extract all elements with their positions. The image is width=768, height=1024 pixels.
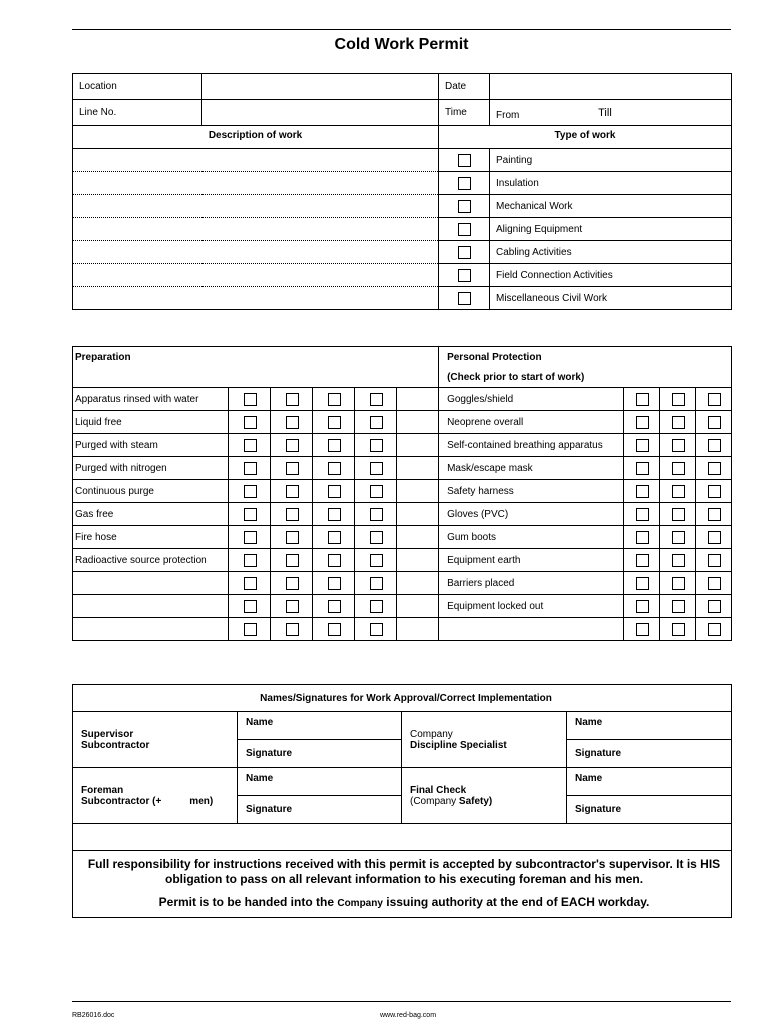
notice-line2-b: issuing authority at the end of EACH workday.: [386, 895, 650, 909]
final-check-signature-field[interactable]: Signature: [567, 796, 732, 824]
protection-checkbox[interactable]: [636, 554, 649, 567]
preparation-checkbox-cell: [355, 480, 397, 503]
preparation-checkbox-cell: [355, 572, 397, 595]
preparation-item: Liquid free: [73, 411, 229, 434]
preparation-heading-spacer: [73, 368, 439, 388]
type-checkbox-cell: [439, 218, 490, 241]
protection-checkbox-cell: [624, 526, 660, 549]
preparation-checkbox[interactable]: [370, 623, 383, 636]
painting-checkbox[interactable]: [458, 154, 471, 167]
preparation-checkbox[interactable]: [286, 600, 299, 613]
type-checkbox-cell: [439, 241, 490, 264]
protection-checkbox-cell: [696, 618, 732, 641]
preparation-checkbox[interactable]: [328, 485, 341, 498]
protection-item: Neoprene overall: [439, 411, 624, 434]
preparation-checkbox-cell: [355, 618, 397, 641]
preparation-item: [73, 595, 229, 618]
protection-checkbox[interactable]: [636, 485, 649, 498]
preparation-item: Continuous purge: [73, 480, 229, 503]
cabling-activities-checkbox[interactable]: [458, 246, 471, 259]
preparation-checkbox[interactable]: [244, 531, 257, 544]
time-field[interactable]: [490, 100, 732, 126]
protection-checkbox[interactable]: [672, 508, 685, 521]
protection-checkbox[interactable]: [672, 485, 685, 498]
protection-checkbox[interactable]: [708, 393, 721, 406]
preparation-checkbox[interactable]: [328, 508, 341, 521]
description-line[interactable]: [73, 195, 439, 218]
final-check-line1: Final Check: [410, 784, 467, 796]
preparation-checkbox-cell: [271, 503, 313, 526]
preparation-checkbox-cell: [229, 549, 271, 572]
preparation-checkbox[interactable]: [370, 508, 383, 521]
preparation-protection-table: [72, 346, 732, 641]
type-checkbox-cell: [439, 172, 490, 195]
preparation-checkbox[interactable]: [328, 439, 341, 452]
protection-checkbox[interactable]: [636, 439, 649, 452]
checklist-row: [73, 618, 732, 641]
preparation-checkbox-cell: [271, 526, 313, 549]
preparation-checkbox-cell: [313, 572, 355, 595]
foreman-line1: Foreman: [81, 784, 124, 796]
preparation-checkbox-cell: [355, 549, 397, 572]
protection-checkbox-cell: [696, 480, 732, 503]
protection-checkbox-cell: [624, 572, 660, 595]
preparation-checkbox[interactable]: [370, 577, 383, 590]
protection-checkbox-cell: [660, 526, 696, 549]
preparation-checkbox[interactable]: [370, 393, 383, 406]
checklist-row: [73, 480, 732, 503]
preparation-checkbox[interactable]: [244, 439, 257, 452]
preparation-item: Radioactive source protection: [73, 549, 229, 572]
supervisor-line2: Subcontractor: [81, 739, 150, 751]
protection-checkbox-cell: [624, 480, 660, 503]
date-field[interactable]: [490, 74, 732, 100]
checklist-row: [73, 526, 732, 549]
preparation-item: Purged with steam: [73, 434, 229, 457]
company-line2: Discipline Specialist: [410, 739, 507, 751]
preparation-checkbox-cell: [271, 618, 313, 641]
checklist-row: [73, 549, 732, 572]
protection-checkbox-cell: [660, 503, 696, 526]
doc-id: RB26016.doc: [72, 1012, 115, 1019]
preparation-item: [73, 618, 229, 641]
preparation-blank-cell: [397, 572, 439, 595]
preparation-checkbox[interactable]: [244, 462, 257, 475]
description-line[interactable]: [73, 218, 439, 241]
preparation-blank-cell: [397, 411, 439, 434]
work-details-table: [72, 73, 732, 310]
preparation-item: Fire hose: [73, 526, 229, 549]
protection-checkbox-cell: [660, 434, 696, 457]
preparation-checkbox[interactable]: [286, 554, 299, 567]
preparation-blank-cell: [397, 434, 439, 457]
protection-item: Gum boots: [439, 526, 624, 549]
preparation-blank-cell: [397, 388, 439, 411]
preparation-heading: Preparation: [73, 347, 439, 368]
foreman-line2: Subcontractor (+: [81, 795, 162, 807]
description-line[interactable]: [73, 287, 439, 310]
preparation-checkbox-cell: [229, 618, 271, 641]
preparation-checkbox-cell: [355, 411, 397, 434]
protection-subheading: (Check prior to start of work): [439, 368, 732, 388]
type-label: Field Connection Activities: [490, 264, 732, 287]
protection-checkbox-cell: [624, 595, 660, 618]
protection-checkbox-cell: [696, 549, 732, 572]
checklist-row: [73, 503, 732, 526]
date-label: Date: [439, 74, 490, 100]
protection-checkbox[interactable]: [708, 623, 721, 636]
preparation-checkbox-cell: [355, 434, 397, 457]
protection-checkbox-cell: [624, 457, 660, 480]
preparation-checkbox-cell: [229, 503, 271, 526]
protection-checkbox-cell: [696, 388, 732, 411]
preparation-blank-cell: [397, 595, 439, 618]
protection-checkbox-cell: [624, 503, 660, 526]
protection-checkbox-cell: [660, 595, 696, 618]
type-label: Cabling Activities: [490, 241, 732, 264]
protection-checkbox-cell: [660, 457, 696, 480]
preparation-checkbox-cell: [313, 388, 355, 411]
preparation-checkbox-cell: [229, 411, 271, 434]
protection-checkbox[interactable]: [672, 623, 685, 636]
protection-heading: Personal Protection: [439, 347, 732, 368]
preparation-checkbox[interactable]: [370, 554, 383, 567]
preparation-checkbox-cell: [229, 595, 271, 618]
protection-checkbox-cell: [696, 411, 732, 434]
preparation-blank-cell: [397, 480, 439, 503]
protection-checkbox-cell: [696, 457, 732, 480]
preparation-checkbox-cell: [313, 618, 355, 641]
protection-item: Goggles/shield: [439, 388, 624, 411]
description-line[interactable]: [73, 172, 439, 195]
description-line[interactable]: [73, 149, 439, 172]
notice-line2-company: Company: [337, 898, 383, 909]
final-check-name-field[interactable]: Name: [567, 768, 732, 796]
preparation-checkbox[interactable]: [370, 462, 383, 475]
protection-checkbox[interactable]: [708, 462, 721, 475]
from-label: From: [496, 109, 520, 121]
protection-checkbox[interactable]: [708, 600, 721, 613]
protection-checkbox-cell: [696, 572, 732, 595]
protection-checkbox-cell: [660, 572, 696, 595]
checklist-row: [73, 595, 732, 618]
field-connection-checkbox[interactable]: [458, 269, 471, 282]
checklist-row: [73, 388, 732, 411]
type-label: Mechanical Work: [490, 195, 732, 218]
description-line[interactable]: [73, 264, 439, 287]
description-line[interactable]: [73, 241, 439, 264]
preparation-checkbox[interactable]: [244, 554, 257, 567]
preparation-checkbox[interactable]: [370, 416, 383, 429]
protection-checkbox[interactable]: [708, 554, 721, 567]
preparation-checkbox[interactable]: [286, 485, 299, 498]
protection-checkbox[interactable]: [636, 416, 649, 429]
preparation-checkbox-cell: [271, 411, 313, 434]
preparation-checkbox-cell: [229, 434, 271, 457]
protection-checkbox-cell: [624, 411, 660, 434]
website: www.red-bag.com: [380, 1012, 437, 1019]
preparation-checkbox[interactable]: [244, 416, 257, 429]
checklist-row: [73, 572, 732, 595]
company-line1: Company: [410, 728, 453, 740]
line-no-label: Line No.: [73, 100, 202, 126]
preparation-checkbox-cell: [229, 572, 271, 595]
preparation-checkbox[interactable]: [370, 439, 383, 452]
checklist-row: [73, 411, 732, 434]
bottom-rule: [72, 1001, 731, 1002]
blank-row: [73, 824, 732, 851]
foreman-signature-field[interactable]: Signature: [238, 796, 402, 824]
protection-checkbox-cell: [660, 480, 696, 503]
preparation-checkbox[interactable]: [286, 393, 299, 406]
notice-line1: Full responsibility for instructions received with this permit is accepted by subcontractor's supervisor. It is HIS obligation to pass on all relevant information to his executing foreman and his men.: [87, 857, 721, 886]
preparation-blank-cell: [397, 526, 439, 549]
supervisor-label: [73, 712, 238, 768]
foreman-label: [73, 768, 238, 824]
protection-item: Mask/escape mask: [439, 457, 624, 480]
protection-checkbox-cell: [660, 618, 696, 641]
preparation-checkbox[interactable]: [244, 393, 257, 406]
supervisor-signature-field[interactable]: Signature: [238, 740, 402, 768]
preparation-checkbox[interactable]: [328, 623, 341, 636]
description-heading: Description of work: [73, 126, 439, 149]
type-label: Aligning Equipment: [490, 218, 732, 241]
preparation-checkbox-cell: [229, 388, 271, 411]
protection-checkbox[interactable]: [708, 439, 721, 452]
preparation-checkbox[interactable]: [286, 623, 299, 636]
protection-checkbox-cell: [696, 503, 732, 526]
preparation-checkbox-cell: [271, 595, 313, 618]
type-label: Painting: [490, 149, 732, 172]
specialist-name-field[interactable]: Name: [567, 712, 732, 740]
preparation-checkbox-cell: [313, 549, 355, 572]
preparation-checkbox[interactable]: [328, 416, 341, 429]
company-label: [402, 712, 567, 768]
protection-checkbox-cell: [624, 434, 660, 457]
preparation-item: [73, 572, 229, 595]
protection-checkbox-cell: [696, 434, 732, 457]
preparation-checkbox[interactable]: [370, 485, 383, 498]
preparation-checkbox[interactable]: [286, 577, 299, 590]
protection-checkbox[interactable]: [636, 508, 649, 521]
preparation-checkbox-cell: [271, 388, 313, 411]
preparation-blank-cell: [397, 457, 439, 480]
protection-checkbox[interactable]: [672, 416, 685, 429]
preparation-blank-cell: [397, 618, 439, 641]
protection-checkbox-cell: [660, 411, 696, 434]
protection-checkbox[interactable]: [708, 508, 721, 521]
protection-checkbox[interactable]: [672, 577, 685, 590]
preparation-checkbox-cell: [313, 480, 355, 503]
preparation-checkbox-cell: [229, 526, 271, 549]
insulation-checkbox[interactable]: [458, 177, 471, 190]
checklist-row: [73, 457, 732, 480]
final-check-company: (Company: [410, 795, 457, 807]
preparation-checkbox-cell: [355, 457, 397, 480]
protection-item: Self-contained breathing apparatus: [439, 434, 624, 457]
preparation-checkbox-cell: [355, 388, 397, 411]
protection-checkbox[interactable]: [708, 416, 721, 429]
preparation-checkbox[interactable]: [370, 600, 383, 613]
preparation-item: Purged with nitrogen: [73, 457, 229, 480]
preparation-blank-cell: [397, 503, 439, 526]
preparation-checkbox-cell: [271, 480, 313, 503]
preparation-checkbox-cell: [271, 434, 313, 457]
preparation-checkbox-cell: [313, 503, 355, 526]
preparation-checkbox-cell: [355, 503, 397, 526]
specialist-signature-field[interactable]: Signature: [567, 740, 732, 768]
preparation-checkbox-cell: [355, 595, 397, 618]
protection-item: Barriers placed: [439, 572, 624, 595]
preparation-checkbox[interactable]: [328, 554, 341, 567]
preparation-checkbox[interactable]: [328, 393, 341, 406]
line-no-field[interactable]: [202, 100, 439, 126]
final-check-safety: Safety): [458, 795, 493, 807]
preparation-checkbox-cell: [271, 457, 313, 480]
preparation-checkbox[interactable]: [244, 577, 257, 590]
preparation-checkbox-cell: [313, 411, 355, 434]
preparation-checkbox-cell: [229, 480, 271, 503]
protection-checkbox[interactable]: [672, 531, 685, 544]
preparation-checkbox[interactable]: [244, 508, 257, 521]
preparation-checkbox-cell: [271, 572, 313, 595]
protection-checkbox-cell: [660, 549, 696, 572]
aligning-equipment-checkbox[interactable]: [458, 223, 471, 236]
preparation-checkbox[interactable]: [286, 508, 299, 521]
preparation-checkbox[interactable]: [286, 462, 299, 475]
preparation-checkbox[interactable]: [286, 531, 299, 544]
location-field[interactable]: [202, 74, 439, 100]
protection-checkbox-cell: [624, 388, 660, 411]
protection-checkbox[interactable]: [636, 393, 649, 406]
preparation-checkbox[interactable]: [244, 485, 257, 498]
top-rule: [72, 29, 731, 30]
type-heading: Type of work: [439, 126, 732, 149]
preparation-checkbox-cell: [313, 434, 355, 457]
protection-checkbox-cell: [624, 618, 660, 641]
time-label: Time: [439, 100, 490, 126]
protection-item: Safety harness: [439, 480, 624, 503]
foreman-name-field[interactable]: Name: [238, 768, 402, 796]
preparation-checkbox[interactable]: [286, 439, 299, 452]
protection-checkbox-cell: [624, 549, 660, 572]
protection-checkbox[interactable]: [672, 600, 685, 613]
preparation-checkbox-cell: [271, 549, 313, 572]
responsibility-notice: [73, 851, 732, 918]
protection-checkbox[interactable]: [672, 462, 685, 475]
type-checkbox-cell: [439, 195, 490, 218]
protection-checkbox-cell: [660, 388, 696, 411]
protection-checkbox[interactable]: [636, 577, 649, 590]
preparation-checkbox[interactable]: [328, 600, 341, 613]
type-label: Insulation: [490, 172, 732, 195]
type-label: Miscellaneous Civil Work: [490, 287, 732, 310]
protection-checkbox[interactable]: [672, 393, 685, 406]
final-check-label: [402, 768, 567, 824]
protection-item: Gloves (PVC): [439, 503, 624, 526]
preparation-checkbox[interactable]: [286, 416, 299, 429]
signatures-table: [72, 684, 732, 918]
protection-checkbox[interactable]: [708, 577, 721, 590]
protection-checkbox[interactable]: [636, 600, 649, 613]
preparation-checkbox[interactable]: [328, 531, 341, 544]
mechanical-work-checkbox[interactable]: [458, 200, 471, 213]
protection-checkbox[interactable]: [636, 462, 649, 475]
preparation-checkbox[interactable]: [370, 531, 383, 544]
protection-item: Equipment locked out: [439, 595, 624, 618]
protection-checkbox[interactable]: [636, 623, 649, 636]
foreman-men: men): [189, 795, 214, 807]
preparation-checkbox-cell: [229, 457, 271, 480]
location-label: Location: [73, 74, 202, 100]
preparation-checkbox-cell: [355, 526, 397, 549]
preparation-checkbox[interactable]: [244, 623, 257, 636]
protection-checkbox[interactable]: [636, 531, 649, 544]
protection-checkbox-cell: [696, 595, 732, 618]
protection-checkbox[interactable]: [672, 554, 685, 567]
preparation-item: Apparatus rinsed with water: [73, 388, 229, 411]
preparation-checkbox-cell: [313, 595, 355, 618]
supervisor-name-field[interactable]: Name: [238, 712, 402, 740]
page-title: Cold Work Permit: [334, 36, 469, 53]
preparation-item: Gas free: [73, 503, 229, 526]
protection-checkbox[interactable]: [708, 485, 721, 498]
type-checkbox-cell: [439, 149, 490, 172]
supervisor-line1: Supervisor: [81, 728, 134, 740]
preparation-checkbox[interactable]: [328, 462, 341, 475]
preparation-checkbox-cell: [313, 457, 355, 480]
protection-checkbox[interactable]: [672, 439, 685, 452]
preparation-checkbox-cell: [313, 526, 355, 549]
protection-checkbox-cell: [696, 526, 732, 549]
till-label: Till: [598, 106, 612, 119]
type-checkbox-cell: [439, 287, 490, 310]
protection-checkbox[interactable]: [708, 531, 721, 544]
checklist-row: [73, 434, 732, 457]
type-checkbox-cell: [439, 264, 490, 287]
preparation-blank-cell: [397, 549, 439, 572]
notice-line2-a: Permit is to be handed into the: [158, 895, 334, 909]
protection-item: [439, 618, 624, 641]
signatures-heading: Names/Signatures for Work Approval/Correct Implementation: [73, 685, 732, 712]
preparation-checkbox[interactable]: [244, 600, 257, 613]
protection-item: Equipment earth: [439, 549, 624, 572]
civil-work-checkbox[interactable]: [458, 292, 471, 305]
preparation-checkbox[interactable]: [328, 577, 341, 590]
